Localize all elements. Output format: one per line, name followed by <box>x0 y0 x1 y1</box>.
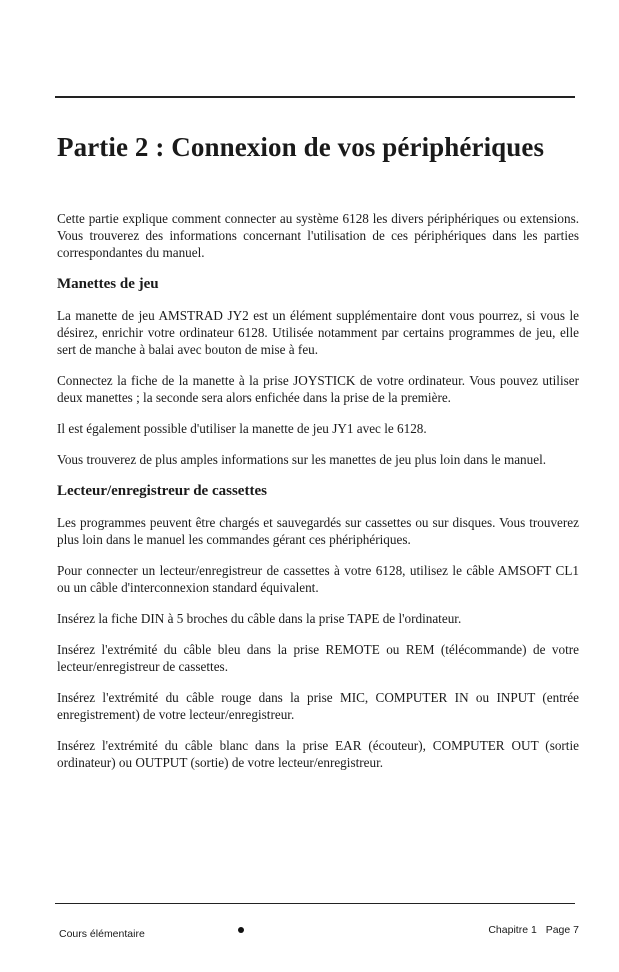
cassette-paragraph-5: Insérez l'extrémité du câble rouge dans la prise MIC, COMPUTER IN ou INPUT (entrée enregistrement) de votre lecteur/enregistreur. <box>57 690 579 722</box>
footer-bullet <box>238 927 244 933</box>
section-heading-joysticks: Manettes de jeu <box>57 276 159 292</box>
footer-chapter: Chapitre 1 <box>488 924 537 936</box>
cassette-paragraph-3: Insérez la fiche DIN à 5 broches du câble dans la prise TAPE de l'ordinateur. <box>57 611 462 626</box>
page-content <box>57 210 579 785</box>
joystick-paragraph-4: Vous trouverez de plus amples informations sur les manettes de jeu plus loin dans le manuel. <box>57 452 547 467</box>
cassette-paragraph-1: Les programmes peuvent être chargés et sauvegardés sur cassettes ou sur disques. Vous trouverez plus loin dans le manuel les commandes gérant ces phériphériques. <box>57 515 579 547</box>
footer-page-number: Page 7 <box>545 924 579 936</box>
footer-course-label: Cours élémentaire <box>59 928 145 940</box>
cassette-paragraph-6: Insérez l'extrémité du câble blanc dans la prise EAR (écouteur), COMPUTER OUT (sortie ordinateur) ou OUTPUT (sortie) de votre lecteur/enregistreur. <box>57 738 579 770</box>
cassette-paragraph-4: Insérez l'extrémité du câble bleu dans la prise REMOTE ou REM (télécommande) de votre lecteur/enregistreur de cassettes. <box>57 642 579 674</box>
joystick-paragraph-1: La manette de jeu AMSTRAD JY2 est un élément supplémentaire dont vous pourrez, si vous le désirez, enrichir votre ordinateur 6128. Utilisée notamment par certains programmes de jeu, elle sert de manche à balai avec bouton de mise à feu. <box>57 308 579 357</box>
joystick-paragraph-2: Connectez la fiche de la manette à la prise JOYSTICK de votre ordinateur. Vous pouvez utiliser deux manettes ; la seconde sera alors enfichée dans la prise de la première. <box>57 373 579 405</box>
cassette-paragraph-2: Pour connecter un lecteur/enregistreur de cassettes à votre 6128, utilisez le câble AMSOFT CL1 ou un câble d'interconnexion standard équivalent. <box>57 563 579 595</box>
section-heading-cassette: Lecteur/enregistreur de cassettes <box>57 483 267 499</box>
footer-page-info <box>482 924 579 936</box>
page-title: Partie 2 : Connexion de vos périphériques <box>57 132 545 162</box>
intro-paragraph: Cette partie explique comment connecter au système 6128 les divers périphériques ou extensions. Vous trouverez des informations concernant l'utilisation de ces périphériques dans les parties correspondantes du manuel. <box>57 211 579 260</box>
top-rule <box>55 96 575 98</box>
joystick-paragraph-3: Il est également possible d'utiliser la manette de jeu JY1 avec le 6128. <box>57 421 427 436</box>
bottom-rule <box>55 903 575 904</box>
